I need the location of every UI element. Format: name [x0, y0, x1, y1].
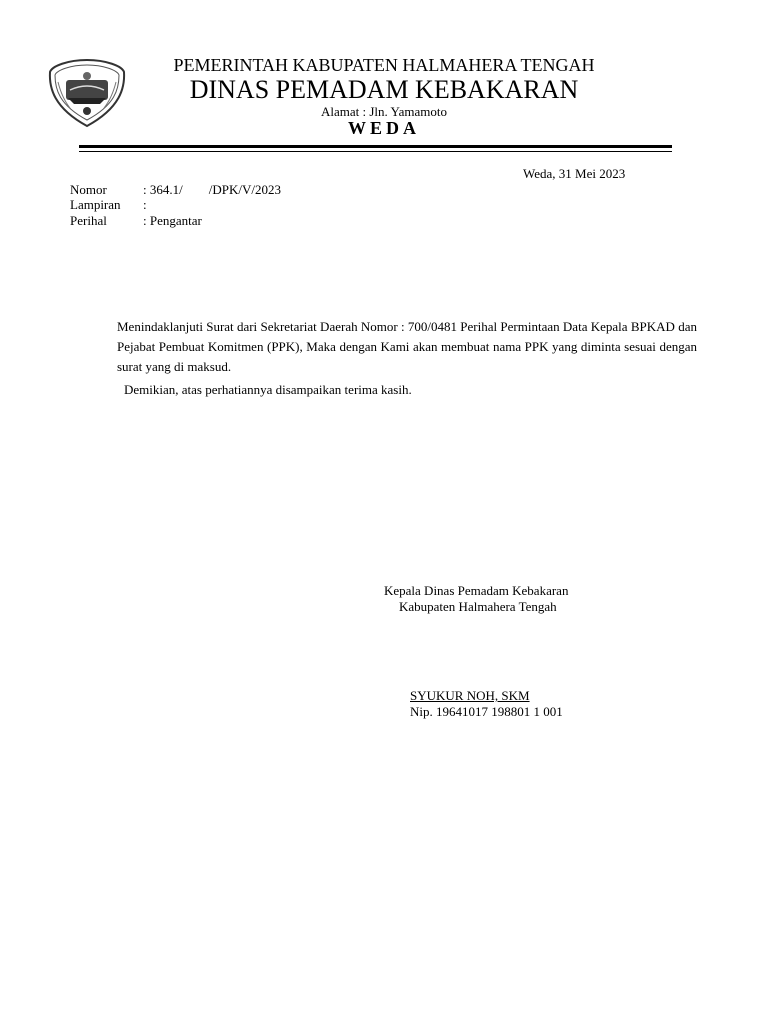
letterhead-rule-thick	[79, 145, 672, 148]
city-name: WEDA	[347, 118, 420, 138]
office-address: Alamat : Jln. Yamamoto	[320, 104, 448, 119]
perihal-label: Perihal	[70, 213, 107, 228]
nomor-value: : 364.1/ /DPK/V/2023	[143, 182, 281, 197]
body-paragraph: Menindaklanjuti Surat dari Sekretariat Daerah Nomor : 700/0481 Perihal Permintaan Data Kepala BPKAD dan Pejabat Pembuat Komitmen (PPK), Maka dengan Kami akan membuat nama PPK yang diminta sesuai dengan surat yang di maksud.	[117, 319, 697, 374]
place-date: Weda, 31 Mei 2023	[523, 166, 626, 181]
department-name: DINAS PEMADAM KEBAKARAN	[189, 75, 579, 104]
signatory-nip: Nip. 19641017 198801 1 001	[410, 704, 563, 719]
signatory-name: SYUKUR NOH, SKM	[410, 688, 530, 703]
nomor-label: Nomor	[70, 182, 107, 197]
signatory-title: Kepala Dinas Pemadam Kebakaran	[384, 583, 569, 598]
closing-sentence: Demikian, atas perhatiannya disampaikan terima kasih.	[124, 382, 412, 397]
signatory-region: Kabupaten Halmahera Tengah	[399, 599, 557, 614]
government-name: PEMERINTAH KABUPATEN HALMAHERA TENGAH	[173, 55, 595, 75]
perihal-value: : Pengantar	[143, 213, 202, 228]
regency-emblem-icon	[48, 58, 126, 128]
letterhead-rule-thin	[79, 151, 672, 152]
lampiran-label: Lampiran	[70, 197, 121, 212]
lampiran-value: :	[143, 197, 147, 212]
